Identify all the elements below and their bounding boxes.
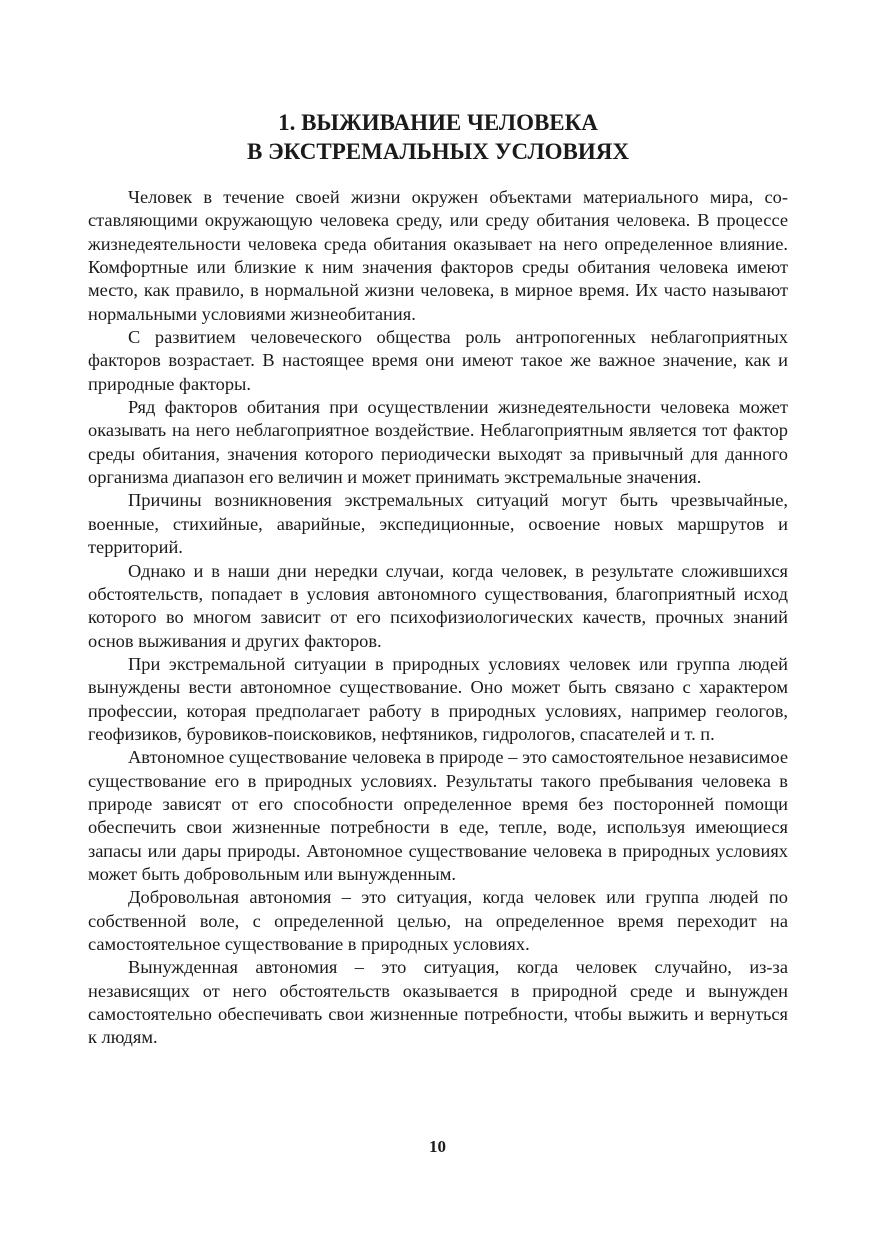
paragraph: С развитием человеческого общества роль антропогенных неблагоприятных факторов возрастает. В настоящее время они имеют такое же важное значение, как и природные факторы. xyxy=(88,327,788,394)
paragraph: Ряд факторов обитания при осуществлении жизнедеятельности человека может оказывать на него неблагоприятное воздействие. Неблагоприятным является тот фактор среды обитания, значения которого периодически выходят за привычный для данного организма диапазон его величин и может принимать экстремальные значения. xyxy=(88,397,788,488)
chapter-title xyxy=(88,108,788,166)
paragraph: Добровольная автономия – это ситуация, когда человек или группа людей по собственной воле, с определенной целью, на определенное время переходит на самостоятельное существование в природных условиях. xyxy=(88,887,788,954)
chapter-title-line-2: В ЭКСТРЕМАЛЬНЫХ УСЛОВИЯХ xyxy=(246,139,630,164)
chapter-title-line-1: 1. ВЫЖИВАНИЕ ЧЕЛОВЕКА xyxy=(278,110,598,135)
paragraph: Вынужденная автономия – это ситуация, когда человек случайно, из-за независящих от него обстоятельств оказывается в природной среде и вынужден самостоятельно обеспечивать свои жизненные потребности, чтобы выжить и вернуться к людям. xyxy=(88,957,788,1048)
page-content xyxy=(88,108,788,1050)
paragraph: Автономное существование человека в природе – это самостоятельное независимое существование его в природных условиях. Результаты такого пребывания человека в природе зависят от его способности определенное время без посторонней помощи обеспечить свои жизненные потребности в еде, тепле, воде, используя имеющиеся запасы или дары природы. Автономное существование человека в природных условиях может быть добровольным или вынужденным. xyxy=(88,747,788,884)
page-number: 10 xyxy=(429,1137,446,1156)
paragraph: Однако и в наши дни нередки случаи, когда человек, в результате сложившихся обстоятельств, попадает в условия автономного существования, благоприятный исход которого во многом зависит от его психофизиологических качеств, прочных знаний основ выживания и других факторов. xyxy=(88,560,788,651)
paragraph: Человек в течение своей жизни окружен объектами материального мира, составляющими окружающую человека среду, или среду обитания человека. В процессе жизнедеятельности человека среда обитания оказывает на него определенное влияние. Комфортные или близкие к ним значения факторов среды обитания человека имеют место, как правило, в нормальной жизни человека, в мирное время. Их часто называют нормальными условиями жизнеобитания. xyxy=(88,187,788,324)
paragraph: Причины возникновения экстремальных ситуаций могут быть чрезвычайные, военные, стихийные, аварийные, экспедиционные, освоение новых маршрутов и территорий. xyxy=(88,490,788,558)
paragraph: При экстремальной ситуации в природных условиях человек или группа людей вынуждены вести автономное существование. Оно может быть связано с характером профессии, которая предполагает работу в природных условиях, например геологов, геофизиков, буровиков-поисковиков, нефтяников, гидрологов, спасателей и т. п. xyxy=(88,653,788,744)
body-text xyxy=(88,186,788,1050)
